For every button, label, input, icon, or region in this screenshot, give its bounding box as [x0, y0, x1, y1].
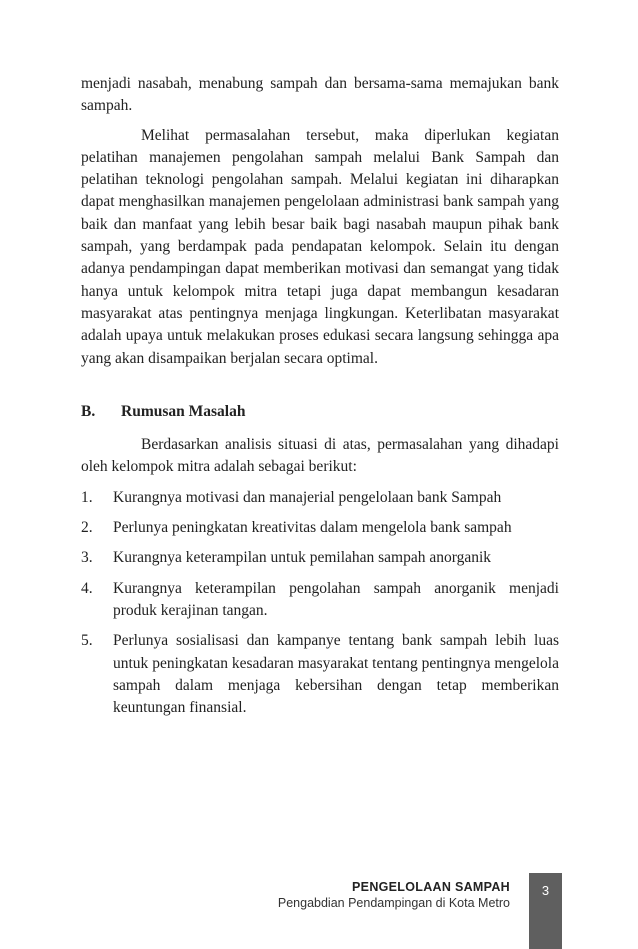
section-title: Rumusan Masalah [121, 402, 246, 420]
footer-book-title: PENGELOLAAN SAMPAH [352, 880, 510, 894]
list-item-number: 2. [81, 519, 93, 537]
section-letter: B. [81, 402, 96, 420]
list-item-number: 5. [81, 632, 93, 650]
list-item-text: Perlunya sosialisasi dan kampanye tentang bank sampah lebih luas untuk peningkatan kesadaran masyarakat tentang pentingnya mengelola sampah dalam menjaga kebersihan dengan tetap memberikan keuntungan finansial. [113, 632, 559, 717]
list-item [81, 517, 559, 539]
list-item-number: 4. [81, 579, 93, 597]
problem-list [81, 487, 559, 720]
list-item-number: 1. [81, 488, 93, 506]
page-footer [278, 880, 510, 910]
page-number: 3 [541, 883, 550, 898]
list-item [81, 547, 559, 569]
list-item-text: Kurangnya motivasi dan manajerial pengelolaan bank Sampah [113, 488, 502, 506]
list-item-number: 3. [81, 549, 93, 567]
page-number-tab [529, 873, 562, 949]
page-body [81, 73, 559, 727]
paragraph-main: Melihat permasalahan tersebut, maka diperlukan kegiatan pelatihan manajemen pengolahan sampah melalui Bank Sampah dan pelatihan teknologi pengolahan sampah. Melalui kegiatan ini diharapkan dapat menghasilkan manajemen pengelolaan administrasi bank sampah yang baik dan manfaat yang lebih besar baik bagi nasabah maupun pihak bank sampah, yang berdampak pada pendapatan kelompok. Selain itu dengan adanya pendampingan dapat memberikan motivasi dan semangat yang tidak hanya untuk kelompok mitra tetapi juga dapat membangun kesadaran masyarakat atas pentingnya menjaga lingkungan. Keterlibatan masyarakat adalah upaya untuk melakukan proses edukasi secara langsung sehingga apa yang akan disampaikan berjalan secara optimal. [81, 126, 559, 367]
list-item-text: Kurangnya keterampilan pengolahan sampah anorganik menjadi produk kerajinan tangan. [113, 579, 559, 619]
list-item [81, 630, 559, 719]
section-intro: Berdasarkan analisis situasi di atas, permasalahan yang dihadapi oleh kelompok mitra adalah sebagai berikut: [81, 436, 559, 476]
section-heading [81, 401, 559, 423]
footer-book-subtitle: Pengabdian Pendampingan di Kota Metro [277, 896, 510, 910]
list-item-text: Kurangnya keterampilan untuk pemilahan sampah anorganik [113, 549, 492, 567]
list-item [81, 578, 559, 623]
paragraph-continuation: menjadi nasabah, menabung sampah dan bersama-sama memajukan bank sampah. [81, 75, 559, 115]
list-item [81, 487, 559, 509]
list-item-text: Perlunya peningkatan kreativitas dalam mengelola bank sampah [113, 519, 512, 537]
